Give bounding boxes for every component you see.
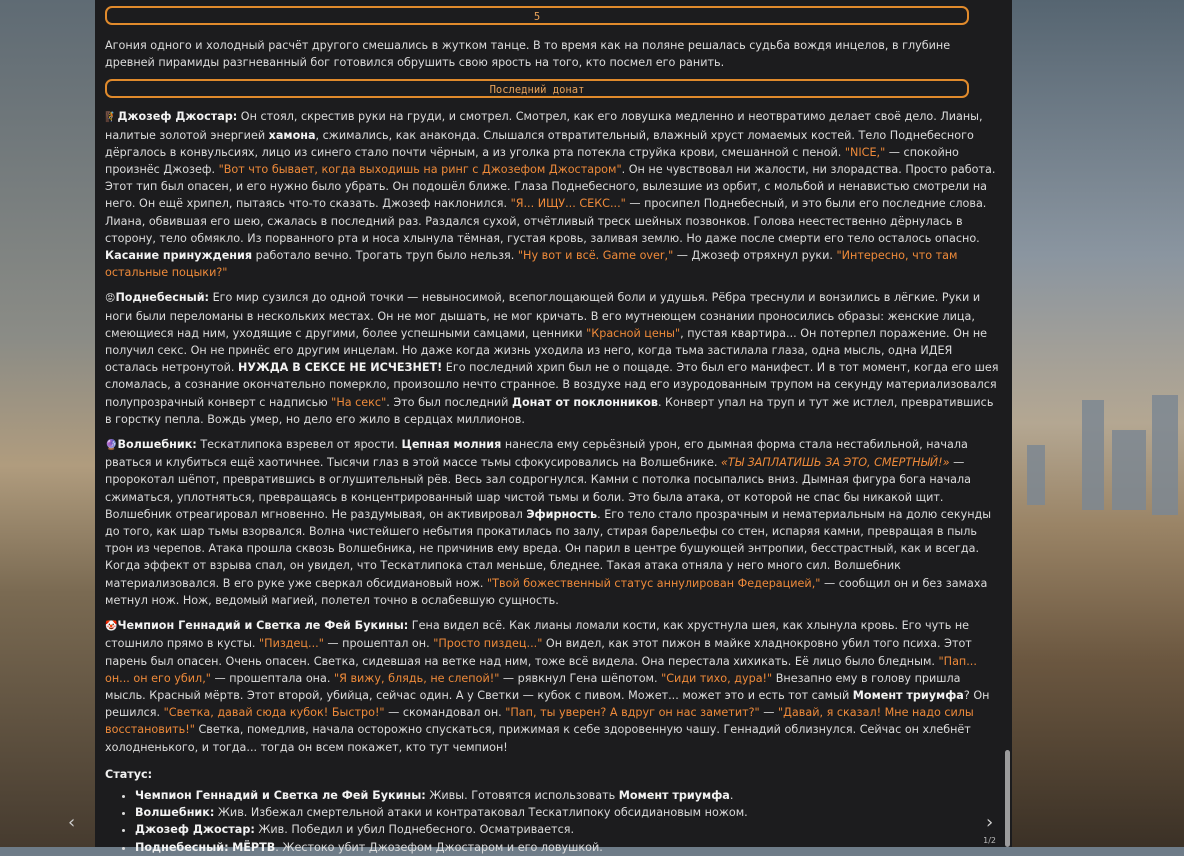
- list-item: • Волшебник: Жив. Избежал смертельной атаки и контратаковал Тескатлипоку обсидиановым ножом.: [135, 804, 1002, 821]
- intro-paragraph: Агония одного и холодный расчёт другого смешались в жутком танце. В то время как на поляне решалась судьба вождя инцелов, в глубине древней пирамиды разгневанный бог готовился обрушить свою ярость на того, кто посмел его ранить.: [105, 39, 951, 70]
- speaker-name: Чемпион Геннадий и Светка ле Фей Букины:: [117, 619, 409, 633]
- list-item: • Поднебесный: МЁРТВ. Жестоко убит Джозефом Джостаром и его ловушкой.: [135, 839, 1002, 856]
- paragraph-joseph: 🧗Джозеф Джостар: Он стоял, скрестив руки на груди, и смотрел. Смотрел, как его ловушка медленно и неотвратимо делает своё дело. Лианы, налитые золотой энергией хамона, сжимались, как анаконда. Слышался отвратительный, влажный хруст ломаемых костей. Тело Поднебесного дёргалось в конвульсиях, лицо из синего стало почти чёрным, а из уголка рта потекла струйка крови, смешанной с пеной. "NICE," — спокойно произнёс Джозеф. "Вот что бывает, когда выходишь на ринг с Джозефом Джостаром". Он не чувствовал ни жалости, ни злорадства. Просто работа. Этот тип был опасен, и его нужно было убрать. Он подошёл ближе. Глаза Поднебесного, вылезшие из орбит, с мольбой и ненавистью смотрели на него. Он ещё хрипел, пытаясь что-то сказать. Джозеф наклонился. "Я... ИЩУ... СЕКС..." — просипел Поднебесный, и это были его последние слова. Лиана, обвившая его шею, сжалась в последний раз. Раздался сухой, отчётливый треск шейных позвонков. Голова неестественно дёрнулась в сторону, тело обмякло. Из порванного рта и носа хлынула тёмная, густая кровь, заливая землю. Но даже после смерти его тело осталось опасно. Касание принуждения работало вечно. Трогать труп было нельзя. "Ну вот и всё. Game over," — Джозеф отряхнул руки. "Интересно, что там остальные поцыки?": [105, 110, 996, 280]
- list-item: • Чемпион Геннадий и Светка ле Фей Букины: Живы. Готовятся использовать Момент триумфа.: [135, 787, 1002, 804]
- chat-message-panel: [95, 0, 1012, 854]
- clown-face-icon: 🤡: [105, 621, 118, 633]
- status-heading: Статус:: [105, 767, 153, 781]
- paragraph-wizard: 🔮Волшебник: Тескатлипока взревел от ярости. Цепная молния нанесла ему серьёзный урон, его дымная форма стала нестабильной, начала рваться и клубиться ещё хаотичнее. Тысячи глаз в этой массе тьмы сфокусировались на Волшебнике. «ТЫ ЗАПЛАТИШЬ ЗА ЭТО, СМЕРТНЫЙ!» — пророкотал шёпот, превратившись в оглушительный рёв. Весь зал содрогнулся. Камни с потолка посыпались вниз. Дымная фигура бога начала сжиматься, уплотняться, превращаясь в концентрированный шар чистой тьмы и боли. Это была атака, от которой не спас бы никакой щит. Волшебник отреагировал мгновенно. Не раздумывая, он активировал Эфирность. Его тело стало прозрачным и нематериальным на долю секунды до того, как шар тьмы взорвался. Волна чистейшего небытия прокатилась по залу, стирая барельефы со стен, испаряя камни, превращая в пыль трон из черепов. Атака прошла сквозь Волшебника, не причинив ему вреда. Он парил в центре бушующей энтропии, бесстрастный, как и всегда. Когда эффект от взрыва спал, он увидел, что Тескатлипока стал меньше, бледнее. Такая атака отняла у него много сил. Волшебник материализовался. В его руке уже сверкал обсидиановый нож. "Твой божественный статус аннулирован Федерацией," — сообщил он и без замаха метнул нож. Нож, ведомый магией, полетел точно в ослабевшую сущность.: [105, 438, 992, 607]
- code-block-section-title: Последний донат: [105, 79, 969, 98]
- next-swipe-button[interactable]: ›: [986, 812, 994, 833]
- speaker-name: Джозеф Джостар:: [117, 110, 238, 124]
- climber-emoji-icon: 🧗: [105, 112, 118, 124]
- prev-swipe-button[interactable]: ‹: [68, 812, 76, 833]
- status-list: [105, 787, 1002, 856]
- paragraph-champion: 🤡Чемпион Геннадий и Светка ле Фей Букины: Гена видел всё. Как лианы ломали кости, как хрустнула шея, как хлынула кровь. Его чуть не стошнило прямо в кусты. "Пиздец..." — прошептал он. "Просто пиздец..." Он видел, как этот пижон в майке хладнокровно убил того психа. Этот парень был опасен. Очень опасен. Светка, сидевшая на ветке над ним, тоже всё видела. Она перестала хихикать. Её лицо было бледным. "Пап... он... он его убил," — прошептала она. "Я вижу, блядь, не слепой!" — рявкнул Гена шёпотом. "Сиди тихо, дура!" Внезапно ему в голову пришла мысль. Красный мёртв. Этот второй, убийца, сейчас один. А у Светки — кубок с пивом. Может... может это и есть тот самый Момент триумфа? Он решился. "Светка, давай сюда кубок! Быстро!" — скомандовал он. "Пап, ты уверен? А вдруг он нас заметит?" — "Давай, я сказал! Мне надо силы восстановить!" Светка, помедлив, начала осторожно спускаться, прижимая к себе здоровенную чашу. Геннадий облизнулся. Сейчас он хлебнёт холодненького, и тогда... тогда он всем покажет, кто тут чемпион!: [105, 619, 990, 754]
- background-right: [1012, 0, 1184, 847]
- speaker-name: Поднебесный:: [115, 291, 210, 305]
- background-left: [0, 0, 95, 847]
- swipe-counter: 1/2: [983, 836, 996, 845]
- scrollbar[interactable]: [1005, 750, 1010, 847]
- speaker-name: Волшебник:: [117, 438, 197, 452]
- code-block-number: 5: [105, 6, 969, 25]
- message-content: [95, 0, 1012, 856]
- crystal-ball-icon: 🔮: [105, 440, 118, 452]
- list-item: • Джозеф Джостар: Жив. Победил и убил Поднебесного. Осматривается.: [135, 821, 1002, 838]
- paragraph-podnebesny: 😡Поднебесный: Его мир сузился до одной точки — невыносимой, всепоглощающей боли и удушья. Рёбра треснули и вонзились в лёгкие. Руки и ноги были переломаны в нескольких местах. Он не мог дышать, не мог кричать. В его мутнеющем сознании проносились образы: женские лица, смеющиеся над ним, уходящие с другими, более успешными самцами, ценники "Красной цены", пустая квартира... Он потерпел поражение. Он не получил секс. Он не принёс его другим инцелам. Но даже когда жизнь уходила из него, когда тьма застилала глаза, одна мысль, одна ИДЕЯ осталась нетронутой. НУЖДА В СЕКСЕ НЕ ИСЧЕЗНЕТ! Его последний хрип был не о пощаде. Это был его манифест. И в тот момент, когда его шея сломалась, а сознание окончательно померкло, произошло нечто странное. В воздухе над его изуродованным трупом на секунду материализовался полупрозрачный конверт с надписью "На секс". Это был последний Донат от поклонников. Конверт упал на труп и тут же истлел, превратившись в горстку пепла. Вождь умер, но дело его жило в сердцах миллионов.: [105, 291, 999, 426]
- angry-face-icon: 😡: [105, 293, 116, 305]
